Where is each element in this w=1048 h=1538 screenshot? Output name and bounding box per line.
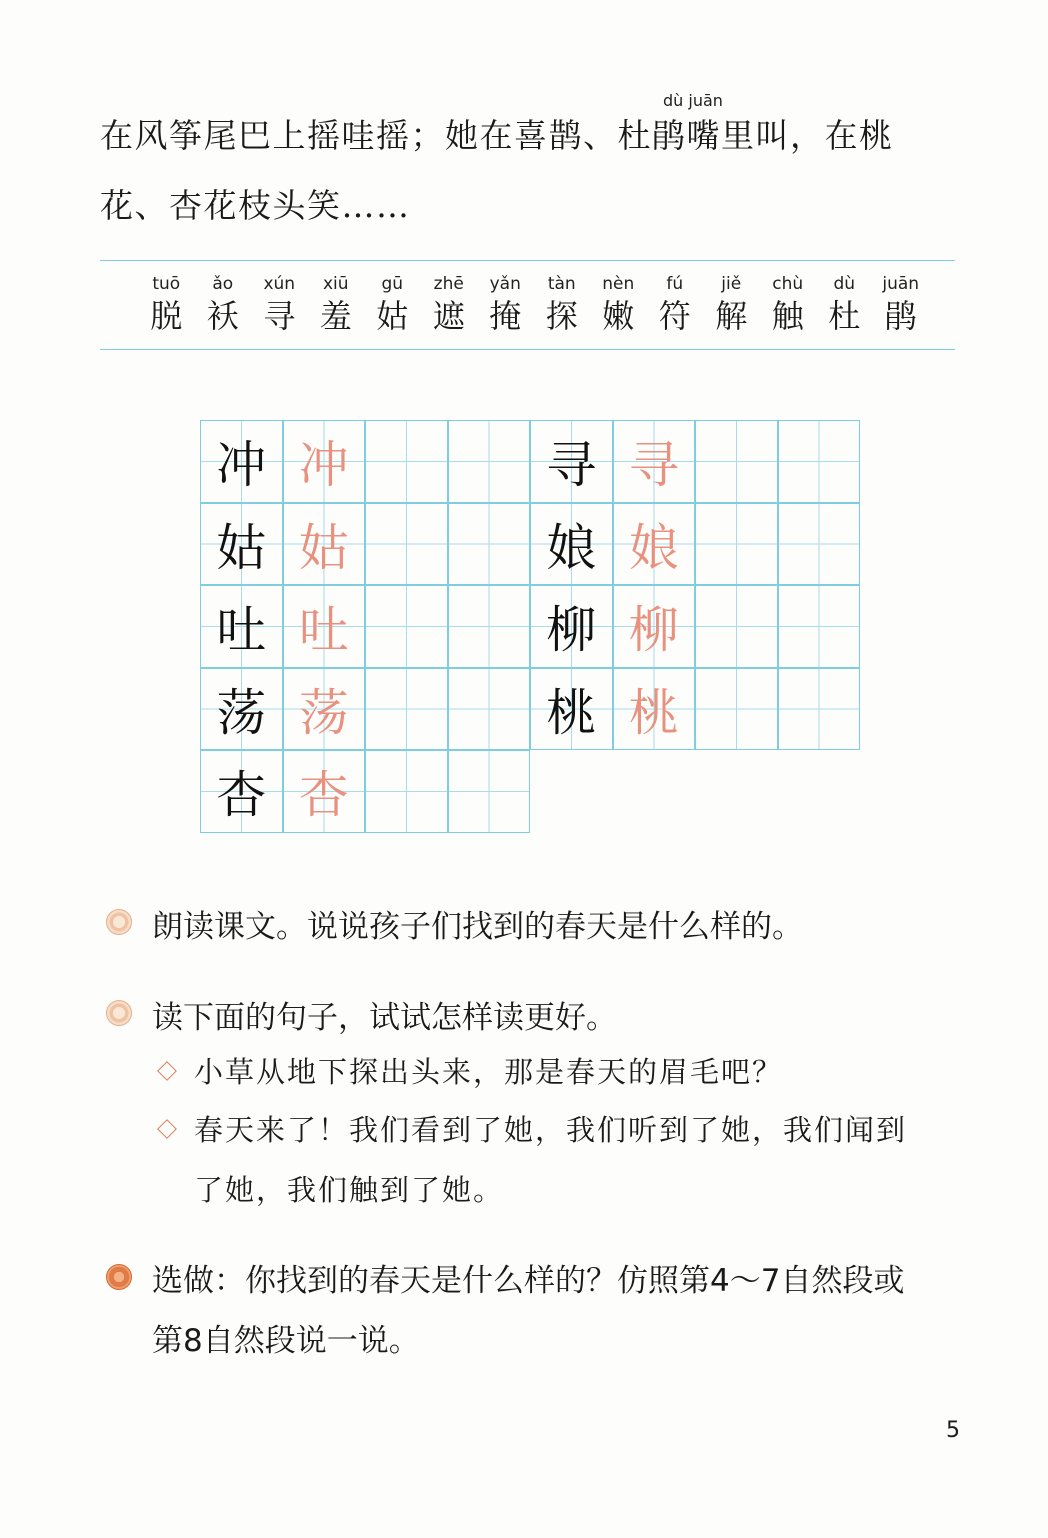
- trace-char-cell: 柳: [613, 585, 696, 668]
- trace-char-cell: 吐: [283, 585, 366, 668]
- char-pinyin: juān: [882, 274, 920, 294]
- blank-practice-cell: [778, 503, 861, 586]
- char-pinyin: zhē: [433, 274, 464, 294]
- new-char-cell: [195, 272, 252, 336]
- exercise-optional-icon: [106, 1264, 132, 1290]
- model-char-cell: 柳: [530, 585, 613, 668]
- sentence-2-line-1: 春天来了！我们看到了她，我们听到了她，我们闻到: [194, 1113, 908, 1147]
- model-char-cell: 吐: [200, 585, 283, 668]
- char-pinyin: xiū: [322, 274, 349, 294]
- char-hanzi: 符: [658, 297, 691, 335]
- char-pinyin: ǎo: [212, 274, 234, 294]
- char-hanzi: 探: [545, 297, 578, 335]
- new-char-cell: [477, 272, 534, 336]
- blank-practice-cell: [778, 585, 861, 668]
- trace-char-cell: 姑: [283, 503, 366, 586]
- new-char-cell: [590, 272, 647, 336]
- bullet-diamond-icon: [157, 1061, 177, 1081]
- blank-practice-cell: [448, 750, 531, 833]
- blank-practice-cell: [365, 585, 448, 668]
- blank-practice-cell: [695, 668, 778, 751]
- new-characters-strip: [138, 272, 929, 336]
- blank-practice-cell: [448, 503, 531, 586]
- char-hanzi: 触: [771, 297, 804, 335]
- char-hanzi: 遮: [432, 297, 465, 335]
- exercise-2: 读下面的句子，试试怎样读更好。: [152, 1000, 617, 1036]
- passage-line-1: 在风筝尾巴上摇哇摇；她在喜鹊、杜鹃嘴里叫，在桃: [100, 116, 894, 155]
- model-char-cell: 寻: [530, 420, 613, 503]
- model-char-cell: 冲: [200, 420, 283, 503]
- blank-practice-cell: [365, 420, 448, 503]
- sentence-2-line-2: 了她，我们触到了她。: [194, 1173, 505, 1207]
- blank-practice-cell: [695, 585, 778, 668]
- char-pinyin: yǎn: [489, 274, 521, 294]
- page-number: 5: [946, 1418, 960, 1443]
- pinyin-dujuan: dù juān: [663, 91, 723, 110]
- blank-practice-cell: [695, 420, 778, 503]
- trace-char-cell: 荡: [283, 668, 366, 751]
- blank-practice-cell: [778, 420, 861, 503]
- exercise-icon: [106, 1000, 132, 1026]
- divider-bottom: [100, 349, 955, 350]
- new-char-cell: [251, 272, 308, 336]
- char-hanzi: 羞: [319, 297, 352, 335]
- char-pinyin: gū: [381, 274, 404, 294]
- exercise-icon: [106, 909, 132, 935]
- passage-line-2: 花、杏花枝头笑……: [100, 186, 411, 225]
- trace-char-cell: 杏: [283, 750, 366, 833]
- new-char-cell: [421, 272, 478, 336]
- blank-practice-cell: [365, 750, 448, 833]
- exercise-3-line-2: 第8自然段说一说。: [152, 1323, 420, 1359]
- blank-practice-cell: [448, 420, 531, 503]
- new-char-cell: [873, 272, 930, 336]
- blank-practice-cell: [365, 503, 448, 586]
- char-pinyin: xún: [263, 274, 296, 294]
- new-char-cell: [816, 272, 873, 336]
- new-char-cell: [647, 272, 704, 336]
- divider-top: [100, 260, 955, 261]
- char-hanzi: 袄: [206, 297, 239, 335]
- char-pinyin: tàn: [547, 274, 576, 294]
- char-pinyin: jiě: [721, 274, 742, 294]
- trace-char-cell: 冲: [283, 420, 366, 503]
- char-hanzi: 脱: [150, 297, 183, 335]
- char-hanzi: 寻: [263, 297, 296, 335]
- char-hanzi: 掩: [489, 297, 522, 335]
- new-char-cell: [138, 272, 195, 336]
- blank-practice-cell: [778, 668, 861, 751]
- new-char-cell: [760, 272, 817, 336]
- model-char-cell: 杏: [200, 750, 283, 833]
- char-pinyin: chù: [772, 274, 804, 294]
- new-char-cell: [308, 272, 365, 336]
- trace-char-cell: 寻: [613, 420, 696, 503]
- char-pinyin: tuō: [152, 274, 181, 294]
- char-hanzi: 解: [715, 297, 748, 335]
- char-hanzi: 杜: [828, 297, 861, 335]
- char-hanzi: 嫩: [602, 297, 635, 335]
- new-char-cell: [703, 272, 760, 336]
- model-char-cell: 姑: [200, 503, 283, 586]
- exercise-1: 朗读课文。说说孩子们找到的春天是什么样的。: [152, 909, 803, 945]
- char-hanzi: 鹃: [884, 297, 917, 335]
- bullet-diamond-icon: [157, 1119, 177, 1139]
- model-char-cell: 桃: [530, 668, 613, 751]
- new-char-cell: [364, 272, 421, 336]
- blank-practice-cell: [695, 503, 778, 586]
- char-pinyin: nèn: [602, 274, 635, 294]
- model-char-cell: 荡: [200, 668, 283, 751]
- sentence-1: 小草从地下探出头来，那是春天的眉毛吧？: [194, 1055, 784, 1089]
- writing-grid: [200, 420, 860, 832]
- trace-char-cell: 桃: [613, 668, 696, 751]
- model-char-cell: 娘: [530, 503, 613, 586]
- blank-practice-cell: [448, 585, 531, 668]
- new-char-cell: [534, 272, 591, 336]
- char-pinyin: dù: [833, 274, 856, 294]
- trace-char-cell: 娘: [613, 503, 696, 586]
- exercise-3-line-1: 选做：你找到的春天是什么样的？仿照第4～7自然段或: [152, 1263, 905, 1299]
- blank-practice-cell: [365, 668, 448, 751]
- char-hanzi: 姑: [376, 297, 409, 335]
- char-pinyin: fú: [666, 274, 684, 294]
- blank-practice-cell: [448, 668, 531, 751]
